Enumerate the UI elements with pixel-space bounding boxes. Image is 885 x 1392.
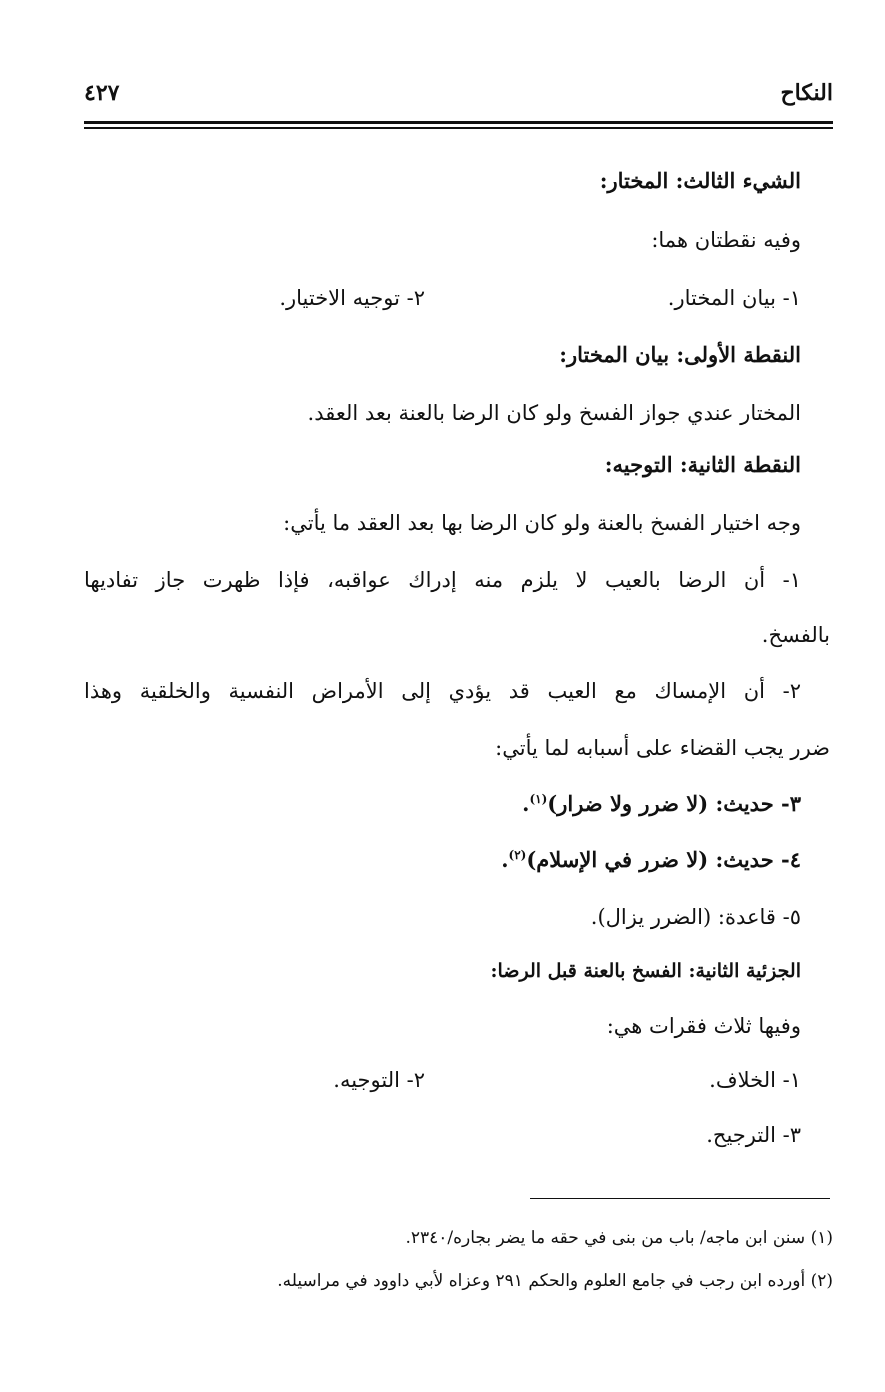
footnote-1: (١) سنن ابن ماجه/ باب من بنى في حقه ما يضر بجاره/٢٣٤٠.: [405, 1228, 833, 1248]
chapter-title: النكاح: [780, 80, 833, 106]
first-point-text: المختار عندي جواز الفسخ ولو كان الرضا بالعنة بعد العقد.: [307, 401, 801, 425]
reason-4: ٤- حديث: (لا ضرر في الإسلام)$^{(٢)}$.: [501, 847, 801, 872]
reason-3-text: ٣- حديث: (لا ضرر ولا ضرار): [547, 791, 801, 816]
subpart-heading: الجزئية الثانية: الفسخ بالعنة قبل الرضا:: [490, 960, 801, 982]
para-item-1: ١- الخلاف.: [709, 1068, 801, 1092]
reason-2-line-2: ضرر يجب القضاء على أسبابه لما يأتي:: [495, 736, 830, 760]
reason-3: ٣- حديث: (لا ضرر ولا ضرار)$^{(١)}$.: [522, 791, 801, 816]
reason-1-line-1: ١- أن الرضا بالعيب لا يلزم منه إدراك عواقبه، فإذا ظهرت جاز تفاديها: [84, 568, 801, 592]
header-rule-thin: [84, 127, 833, 129]
reason-4-text: ٤- حديث: (لا ضرر في الإسلام): [526, 847, 801, 872]
footnote-ref-1[interactable]: (١): [529, 792, 548, 806]
reason-2-line-1: ٢- أن الإمساك مع العيب قد يؤدي إلى الأمراض النفسية والخلقية وهذا: [84, 679, 801, 703]
points-intro: وفيه نقطتان هما:: [651, 228, 801, 252]
para-item-3: ٣- الترجيح.: [706, 1123, 801, 1147]
header-rule-thick: [84, 121, 833, 124]
point-item-2: ٢- توجيه الاختيار.: [279, 286, 425, 310]
first-point-heading: النقطة الأولى: بيان المختار:: [559, 342, 801, 367]
page-number: ٤٢٧: [84, 80, 120, 106]
footnote-ref-2[interactable]: (٢): [508, 848, 527, 862]
section-heading: الشيء الثالث: المختار:: [599, 168, 801, 193]
second-point-heading: النقطة الثانية: التوجيه:: [604, 452, 801, 477]
point-item-1: ١- بيان المختار.: [667, 286, 801, 310]
footnote-2: (٢) أورده ابن رجب في جامع العلوم والحكم ٢٩١ وعزاه لأبي داوود في مراسيله.: [277, 1271, 833, 1291]
para-item-2: ٢- التوجيه.: [333, 1068, 425, 1092]
footnote-separator: [530, 1198, 830, 1199]
reason-1-line-2: بالفسخ.: [761, 623, 830, 647]
running-header: [84, 80, 833, 122]
subpart-intro: وفيها ثلاث فقرات هي:: [606, 1014, 801, 1038]
second-point-intro: وجه اختيار الفسخ بالعنة ولو كان الرضا بها بعد العقد ما يأتي:: [283, 511, 801, 535]
reason-5: ٥- قاعدة: (الضرر يزال).: [590, 905, 801, 929]
